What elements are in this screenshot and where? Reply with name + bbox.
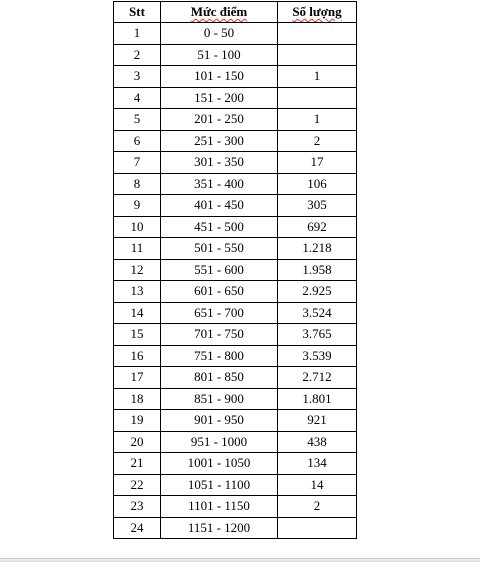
table-row (114, 302, 357, 324)
score-distribution-table (113, 1, 357, 539)
table-row (114, 23, 357, 45)
table-header-row (114, 2, 357, 23)
cell-range: 851 - 900 (161, 388, 278, 410)
cell-range: 701 - 750 (161, 324, 278, 346)
cell-count (278, 23, 357, 45)
table-row (114, 173, 357, 195)
cell-stt: 20 (114, 431, 161, 453)
cell-count (278, 87, 357, 109)
cell-stt: 17 (114, 367, 161, 389)
cell-stt: 6 (114, 130, 161, 152)
table-row (114, 216, 357, 238)
table-row (114, 109, 357, 131)
cell-count: 2.712 (278, 367, 357, 389)
table-row (114, 324, 357, 346)
cell-count (278, 44, 357, 66)
cell-range: 201 - 250 (161, 109, 278, 131)
cell-stt: 3 (114, 66, 161, 88)
header-count-label: Số lượng (292, 4, 342, 19)
cell-count (278, 517, 357, 539)
cell-count: 1 (278, 109, 357, 131)
page-bottom-edge (0, 558, 480, 562)
cell-range: 751 - 800 (161, 345, 278, 367)
table-row (114, 431, 357, 453)
cell-stt: 16 (114, 345, 161, 367)
cell-range: 101 - 150 (161, 66, 278, 88)
cell-range: 1151 - 1200 (161, 517, 278, 539)
cell-range: 501 - 550 (161, 238, 278, 260)
table-row (114, 367, 357, 389)
header-range-label: Mức điểm (190, 4, 248, 19)
cell-count: 17 (278, 152, 357, 174)
cell-stt: 21 (114, 453, 161, 475)
cell-count: 14 (278, 474, 357, 496)
table-row (114, 281, 357, 303)
cell-range: 251 - 300 (161, 130, 278, 152)
cell-range: 651 - 700 (161, 302, 278, 324)
cell-stt: 15 (114, 324, 161, 346)
cell-count: 1.958 (278, 259, 357, 281)
cell-count: 2 (278, 130, 357, 152)
cell-range: 1001 - 1050 (161, 453, 278, 475)
cell-count: 921 (278, 410, 357, 432)
cell-range: 601 - 650 (161, 281, 278, 303)
table-row (114, 152, 357, 174)
cell-stt: 23 (114, 496, 161, 518)
table-row (114, 238, 357, 260)
table-row (114, 195, 357, 217)
cell-count: 305 (278, 195, 357, 217)
cell-range: 1101 - 1150 (161, 496, 278, 518)
table-row (114, 87, 357, 109)
cell-range: 1051 - 1100 (161, 474, 278, 496)
cell-count: 106 (278, 173, 357, 195)
table-row (114, 66, 357, 88)
table-row (114, 410, 357, 432)
cell-count: 3.524 (278, 302, 357, 324)
cell-range: 951 - 1000 (161, 431, 278, 453)
cell-stt: 19 (114, 410, 161, 432)
cell-stt: 22 (114, 474, 161, 496)
cell-count: 3.765 (278, 324, 357, 346)
cell-range: 351 - 400 (161, 173, 278, 195)
cell-stt: 2 (114, 44, 161, 66)
table-body (114, 23, 357, 539)
cell-range: 801 - 850 (161, 367, 278, 389)
table-row (114, 259, 357, 281)
cell-stt: 5 (114, 109, 161, 131)
cell-count: 3.539 (278, 345, 357, 367)
header-count (278, 2, 357, 23)
cell-range: 551 - 600 (161, 259, 278, 281)
table-row (114, 517, 357, 539)
table-row (114, 388, 357, 410)
cell-stt: 8 (114, 173, 161, 195)
cell-range: 51 - 100 (161, 44, 278, 66)
cell-stt: 24 (114, 517, 161, 539)
cell-count: 692 (278, 216, 357, 238)
cell-count: 2.925 (278, 281, 357, 303)
table-row (114, 453, 357, 475)
cell-count: 1.218 (278, 238, 357, 260)
cell-stt: 18 (114, 388, 161, 410)
cell-stt: 14 (114, 302, 161, 324)
header-stt-label: Stt (129, 4, 145, 19)
cell-stt: 13 (114, 281, 161, 303)
cell-range: 401 - 450 (161, 195, 278, 217)
cell-count: 1.801 (278, 388, 357, 410)
cell-stt: 11 (114, 238, 161, 260)
cell-range: 901 - 950 (161, 410, 278, 432)
cell-range: 451 - 500 (161, 216, 278, 238)
cell-stt: 10 (114, 216, 161, 238)
table-row (114, 44, 357, 66)
cell-range: 0 - 50 (161, 23, 278, 45)
cell-range: 151 - 200 (161, 87, 278, 109)
cell-stt: 7 (114, 152, 161, 174)
cell-stt: 1 (114, 23, 161, 45)
table-row (114, 345, 357, 367)
header-stt (114, 2, 161, 23)
cell-count: 134 (278, 453, 357, 475)
cell-count: 438 (278, 431, 357, 453)
table-row (114, 496, 357, 518)
cell-count: 1 (278, 66, 357, 88)
cell-stt: 4 (114, 87, 161, 109)
table-row (114, 130, 357, 152)
cell-range: 301 - 350 (161, 152, 278, 174)
cell-stt: 12 (114, 259, 161, 281)
header-range (161, 2, 278, 23)
table-row (114, 474, 357, 496)
cell-count: 2 (278, 496, 357, 518)
cell-stt: 9 (114, 195, 161, 217)
